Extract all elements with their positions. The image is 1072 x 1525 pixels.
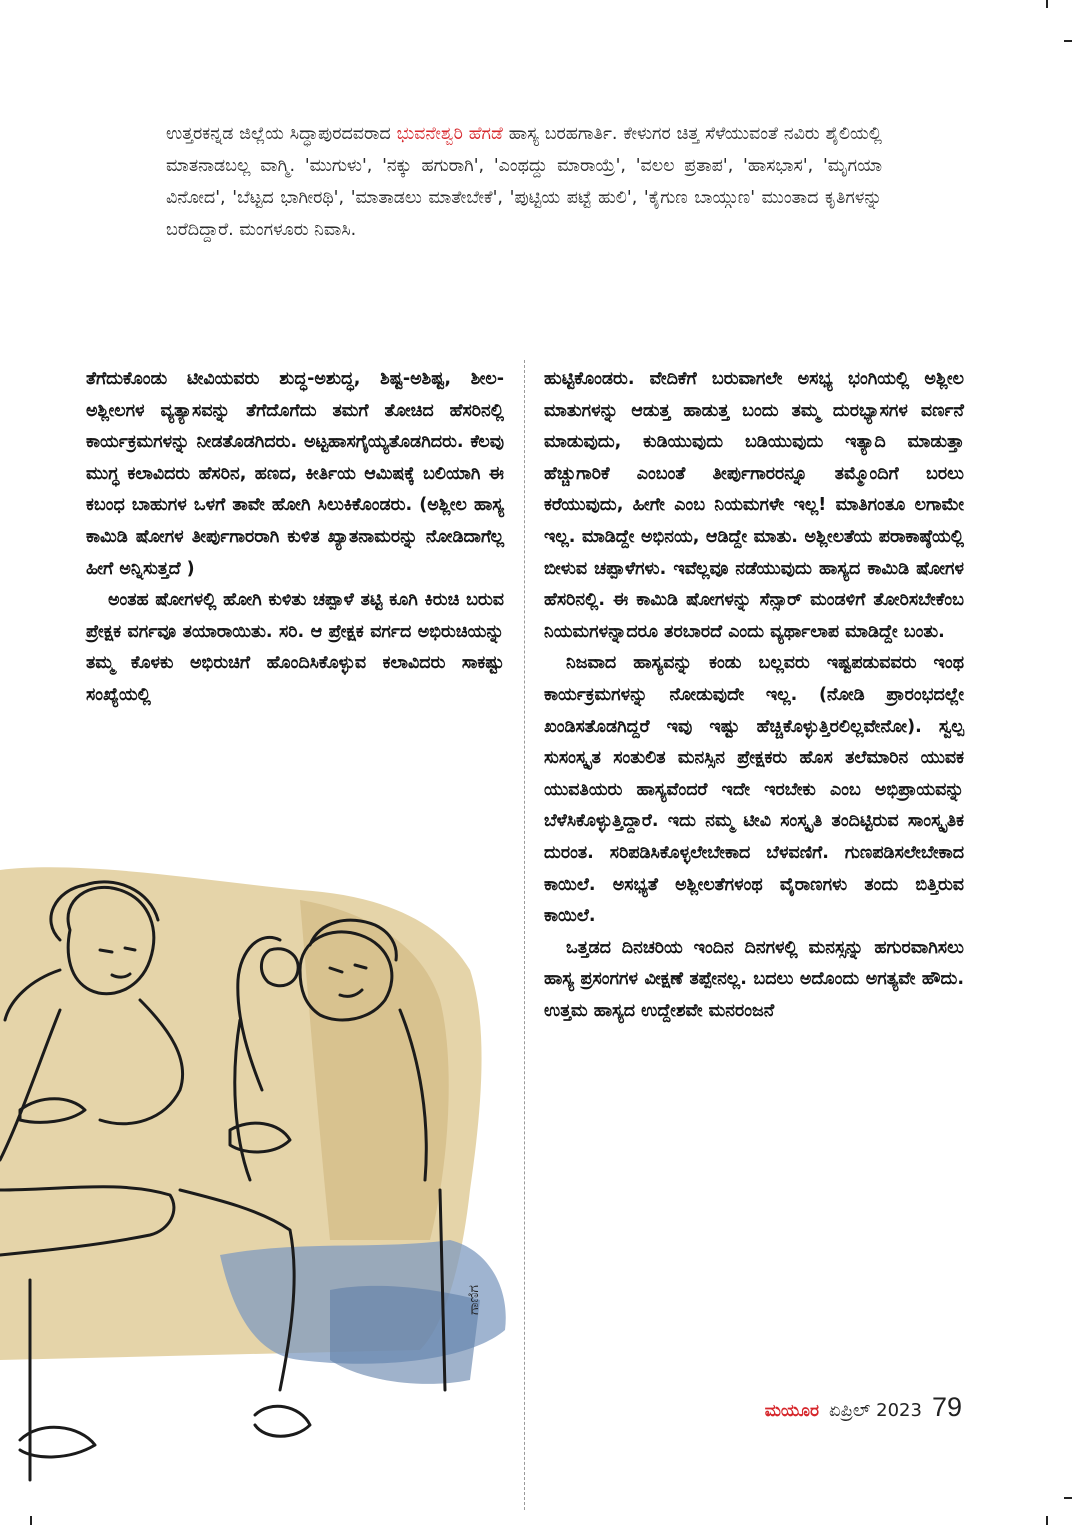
page-footer (765, 1392, 962, 1432)
bio-lead: ಉತ್ತರಕನ್ನಡ ಜಿಲ್ಲೆಯ ಸಿದ್ಧಾಪುರದವರಾದ (166, 124, 391, 144)
crop-mark (1046, 0, 1048, 8)
man-foot (255, 1406, 310, 1436)
left-column (86, 364, 504, 712)
cartoon-illustration (0, 860, 520, 1525)
author-bio (166, 118, 882, 246)
artist-signature: ಗಾಣಿಗ (466, 1284, 482, 1315)
left-paragraph-1: ತೆಗೆದುಕೊಂಡು ಟೀವಿಯವರು ಶುದ್ಧ-ಅಶುದ್ಧ, ಶಿಷ್ಟ-ಅಶಿಷ್ಟ, ಶೀಲ-ಅಶ್ಲೀಲಗಳ ವ್ಯತ್ಯಾಸವನ್ನು ತೆಗೆದೊಗೆದು ತಮಗೆ ತೋಚಿದ ಹೆಸರಿನಲ್ಲಿ ಕಾರ್ಯಕ್ರಮಗಳನ್ನು ನೀಡತೊಡಗಿದರು. ಅಟ್ಟಹಾಸಗೈಯ್ಯತೊಡಗಿದರು. ಕೆಲವು ಮುಗ್ಧ ಕಲಾವಿದರು ಹೆಸರಿನ, ಹಣದ, ಕೀರ್ತಿಯ ಆಮಿಷಕ್ಕೆ ಬಲಿಯಾಗಿ ಈ ಕಬಂಧ ಬಾಹುಗಳ ಒಳಗೆ ತಾವೇ ಹೋಗಿ ಸಿಲುಕಿಕೊಂಡರು. (ಅಶ್ಲೀಲ ಹಾಸ್ಯ ಕಾಮಿಡಿ ಷೋಗಳ ತೀರ್ಪುಗಾರರಾಗಿ ಕುಳಿತ ಖ್ಯಾತನಾಮರನ್ನು ನೋಡಿದಾಗೆಲ್ಲ ಹೀಗೆ ಅನ್ನಿಸುತ್ತದೆ ) (86, 369, 504, 579)
author-name: ಭುವನೇಶ್ವರಿ ಹೆಗಡೆ (396, 124, 503, 144)
right-paragraph-3: ಒತ್ತಡದ ದಿನಚರಿಯ ಇಂದಿನ ದಿನಗಳಲ್ಲಿ ಮನಸ್ಸನ್ನು ಹಗುರವಾಗಿಸಲು ಹಾಸ್ಯ ಪ್ರಸಂಗಗಳ ವೀಕ್ಷಣೆ ತಪ್ಪೇನಲ್ಲ. ಬದಲು ಅದೊಂದು ಅಗತ್ಯವೇ ಹೌದು. ಉತ್ತಮ ಹಾಸ್ಯದ ಉದ್ದೇಶವೇ ಮನರಂಜನೆ (544, 937, 964, 1021)
crop-mark (1064, 40, 1072, 42)
blue-wash (330, 1286, 480, 1384)
issue-date: ಏಪ್ರಿಲ್ 2023 (828, 1400, 922, 1421)
crop-mark (1064, 1497, 1072, 1499)
right-column (544, 364, 964, 1027)
bio-rest: ಹಾಸ್ಯ ಬರಹಗಾರ್ತಿ. ಕೇಳುಗರ ಚಿತ್ತ ಸೆಳೆಯುವಂತೆ ನವಿರು ಶೈಲಿಯಲ್ಲಿ ಮಾತನಾಡಬಲ್ಲ ವಾಗ್ಮಿ. 'ಮುಗುಳು', 'ನಕ್ಕು ಹಗುರಾಗಿ', 'ಎಂಥದ್ದು ಮಾರಾಯ್ರೆ', 'ವಲಲ ಪ್ರತಾಪ', 'ಹಾಸಭಾಸ', 'ಮೃಗಯಾ ವಿನೋದ', 'ಬೆಟ್ಟದ ಭಾಗೀರಥಿ', 'ಮಾತಾಡಲು ಮಾತೇಬೇಕೆ', 'ಪುಟ್ಟಿಯ ಪಟ್ಟೆ ಹುಲಿ', 'ಕೈಗುಣ ಬಾಯ್ಗುಣ' ಮುಂತಾದ ಕೃತಿಗಳನ್ನು ಬರೆದಿದ್ದಾರೆ. ಮಂಗಳೂರು ನಿವಾಸಿ. (166, 124, 882, 240)
left-paragraph-2: ಅಂತಹ ಷೋಗಳಲ್ಲಿ ಹೋಗಿ ಕುಳಿತು ಚಪ್ಪಾಳೆ ತಟ್ಟಿ ಕೂಗಿ ಕಿರುಚಿ ಬರುವ ಪ್ರೇಕ್ಷಕ ವರ್ಗವೂ ತಯಾರಾಯಿತು. ಸರಿ. ಆ ಪ್ರೇಕ್ಷಕ ವರ್ಗದ ಅಭಿರುಚಿಯನ್ನು ತಮ್ಮ ಕೊಳಕು ಅಭಿರುಚಿಗೆ ಹೊಂದಿಸಿಕೊಳ್ಳುವ ಕಲಾವಿದರು ಸಾಕಷ್ಟು ಸಂಖ್ಯೆಯಲ್ಲಿ (86, 590, 504, 705)
right-paragraph-2: ನಿಜವಾದ ಹಾಸ್ಯವನ್ನು ಕಂಡು ಬಲ್ಲವರು ಇಷ್ಟಪಡುವವರು ಇಂಥ ಕಾರ್ಯಕ್ರಮಗಳನ್ನು ನೋಡುವುದೇ ಇಲ್ಲ. (ನೋಡಿ ಪ್ರಾರಂಭದಲ್ಲೇ ಖಂಡಿಸತೊಡಗಿದ್ದರೆ ಇವು ಇಷ್ಟು ಹೆಚ್ಚಿಕೊಳ್ಳುತ್ತಿರಲಿಲ್ಲವೇನೋ). ಸ್ವಲ್ಪ ಸುಸಂಸ್ಕೃತ ಸಂತುಲಿತ ಮನಸ್ಸಿನ ಪ್ರೇಕ್ಷಕರು ಹೊಸ ತಲೆಮಾರಿನ ಯುವಕ ಯುವತಿಯರು ಹಾಸ್ಯವೆಂದರೆ ಇದೇ ಇರಬೇಕು ಎಂಬ ಅಭಿಪ್ರಾಯವನ್ನು ಬೆಳೆಸಿಕೊಳ್ಳುತ್ತಿದ್ದಾರೆ. ಇದು ನಮ್ಮ ಟೀವಿ ಸಂಸ್ಕೃತಿ ತಂದಿಟ್ಟಿರುವ ಸಾಂಸ್ಕೃತಿಕ ದುರಂತ. ಸರಿಪಡಿಸಿಕೊಳ್ಳಲೇಬೇಕಾದ ಬೆಳವಣಿಗೆ. ಗುಣಪಡಿಸಲೇಬೇಕಾದ ಕಾಯಿಲೆ. ಅಸಭ್ಯತೆ ಅಶ್ಲೀಲತೆಗಳಂಥ ವೈರಾಣಗಳು ತಂದು ಬಿತ್ತಿರುವ ಕಾಯಿಲೆ. (544, 653, 964, 927)
magazine-name: ಮಯೂರ (764, 1401, 819, 1421)
column-divider (524, 360, 525, 1510)
crop-mark (1046, 1516, 1048, 1525)
right-paragraph-1: ಹುಟ್ಟಿಕೊಂಡರು. ವೇದಿಕೆಗೆ ಬರುವಾಗಲೇ ಅಸಭ್ಯ ಭಂಗಿಯಲ್ಲಿ ಅಶ್ಲೀಲ ಮಾತುಗಳನ್ನು ಆಡುತ್ತ ಹಾಡುತ್ತ ಬಂದು ತಮ್ಮ ದುರಭ್ಯಾಸಗಳ ವರ್ಣನೆ ಮಾಡುವುದು, ಕುಡಿಯುವುದು ಬಡಿಯುವುದು ಇತ್ಯಾದಿ ಮಾಡುತ್ತಾ ಹೆಚ್ಚುಗಾರಿಕೆ ಎಂಬಂತೆ ತೀರ್ಪುಗಾರರನ್ನೂ ತಮ್ಮೊಂದಿಗೆ ಬರಲು ಕರೆಯುವುದು, ಹೀಗೇ ಎಂಬ ನಿಯಮಗಳೇ ಇಲ್ಲ! ಮಾತಿಗಂತೂ ಲಗಾಮೇ ಇಲ್ಲ. ಮಾಡಿದ್ದೇ ಅಭಿನಯ, ಆಡಿದ್ದೇ ಮಾತು. ಅಶ್ಲೀಲತೆಯ ಪರಾಕಾಷ್ಠೆಯಲ್ಲಿ ಬೀಳುವ ಚಪ್ಪಾಳೆಗಳು. ಇವೆಲ್ಲವೂ ನಡೆಯುವುದು ಹಾಸ್ಯದ ಕಾಮಿಡಿ ಷೋಗಳ ಹೆಸರಿನಲ್ಲಿ. ಈ ಕಾಮಿಡಿ ಷೋಗಳನ್ನು ಸೆನ್ಸಾರ್ ಮಂಡಳಿಗೆ ತೋರಿಸಬೇಕೆಂಬ ನಿಯಮಗಳನ್ನಾದರೂ ತರಬಾರದೆ ಎಂದು ವ್ಯರ್ಥಾಲಾಪ ಮಾಡಿದ್ದೇ ಬಂತು. (544, 369, 964, 642)
page-number: 79 (931, 1392, 962, 1422)
